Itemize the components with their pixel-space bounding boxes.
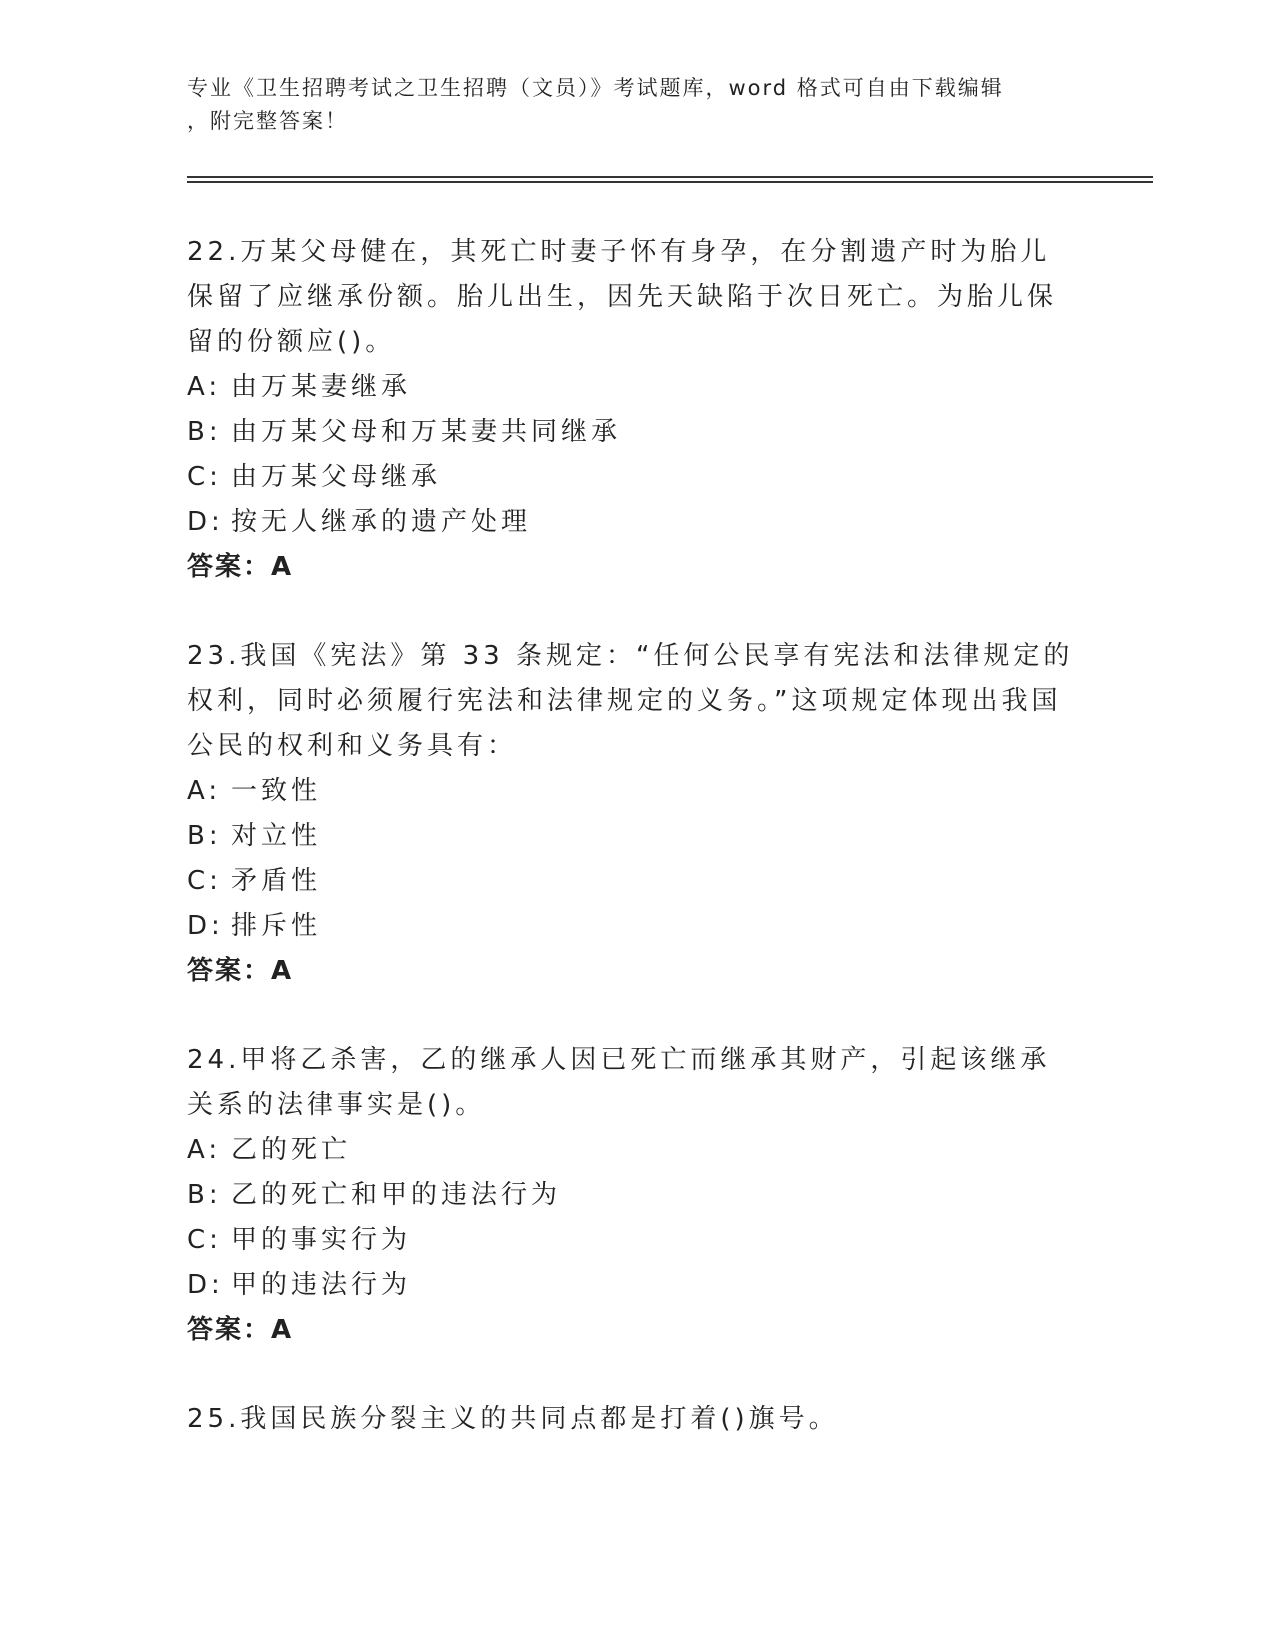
question-25 bbox=[187, 1397, 1077, 1442]
question-list bbox=[187, 230, 1077, 1486]
option-text: 对立性 bbox=[231, 821, 322, 851]
option-b bbox=[187, 410, 1077, 455]
question-stem: 22.万某父母健在，其死亡时妻子怀有身孕，在分割遗产时为胎儿保留了应继承份额。胎儿出生，因先天缺陷于次日死亡。为胎儿保留的份额应()。 bbox=[187, 237, 1058, 357]
option-key: D: bbox=[187, 1270, 224, 1300]
answer-line: 答案：A bbox=[187, 1315, 294, 1345]
option-b bbox=[187, 1173, 1077, 1218]
option-d bbox=[187, 904, 1077, 949]
option-text: 矛盾性 bbox=[231, 866, 322, 896]
question-stem: 25.我国民族分裂主义的共同点都是打着()旗号。 bbox=[187, 1404, 839, 1434]
option-text: 甲的事实行为 bbox=[231, 1225, 412, 1255]
answer-line: 答案：A bbox=[187, 552, 294, 582]
option-key: A: bbox=[187, 776, 222, 806]
option-key: C: bbox=[187, 866, 222, 896]
option-text: 由万某父母继承 bbox=[231, 462, 442, 492]
option-text: 由万某父母和万某妻共同继承 bbox=[231, 417, 622, 447]
option-key: B: bbox=[187, 417, 222, 447]
header-line-1: 专业《卫生招聘考试之卫生招聘（文员）》考试题库，word 格式可自由下载编辑 bbox=[187, 76, 1004, 100]
answer-line: 答案：A bbox=[187, 956, 294, 986]
option-key: A: bbox=[187, 1135, 222, 1165]
option-a bbox=[187, 365, 1077, 410]
question-22 bbox=[187, 230, 1077, 590]
option-b bbox=[187, 814, 1077, 859]
question-stem: 24.甲将乙杀害，乙的继承人因已死亡而继承其财产，引起该继承关系的法律事实是()。 bbox=[187, 1045, 1051, 1120]
option-c bbox=[187, 455, 1077, 500]
option-c bbox=[187, 1218, 1077, 1263]
option-key: C: bbox=[187, 462, 222, 492]
header-line-2: ，附完整答案！ bbox=[187, 109, 348, 133]
option-key: D: bbox=[187, 911, 224, 941]
option-text: 乙的死亡和甲的违法行为 bbox=[231, 1180, 562, 1210]
option-text: 按无人继承的遗产处理 bbox=[231, 507, 532, 537]
option-key: B: bbox=[187, 1180, 222, 1210]
option-text: 由万某妻继承 bbox=[231, 372, 412, 402]
option-text: 甲的违法行为 bbox=[231, 1270, 412, 1300]
option-d bbox=[187, 500, 1077, 545]
header-divider-top bbox=[187, 176, 1153, 178]
question-24 bbox=[187, 1038, 1077, 1353]
option-text: 排斥性 bbox=[231, 911, 322, 941]
option-d bbox=[187, 1263, 1077, 1308]
option-a bbox=[187, 1128, 1077, 1173]
option-key: D: bbox=[187, 507, 224, 537]
header-divider-bottom bbox=[187, 181, 1153, 183]
option-text: 乙的死亡 bbox=[231, 1135, 352, 1165]
document-header bbox=[187, 72, 1067, 138]
option-key: B: bbox=[187, 821, 222, 851]
option-a bbox=[187, 769, 1077, 814]
option-c bbox=[187, 859, 1077, 904]
option-text: 一致性 bbox=[231, 776, 322, 806]
question-23 bbox=[187, 634, 1077, 994]
option-key: A: bbox=[187, 372, 222, 402]
question-stem: 23.我国《宪法》第 33 条规定：“任何公民享有宪法和法律规定的权利，同时必须履行宪法和法律规定的义务。”这项规定体现出我国公民的权利和义务具有： bbox=[187, 641, 1074, 761]
option-key: C: bbox=[187, 1225, 222, 1255]
